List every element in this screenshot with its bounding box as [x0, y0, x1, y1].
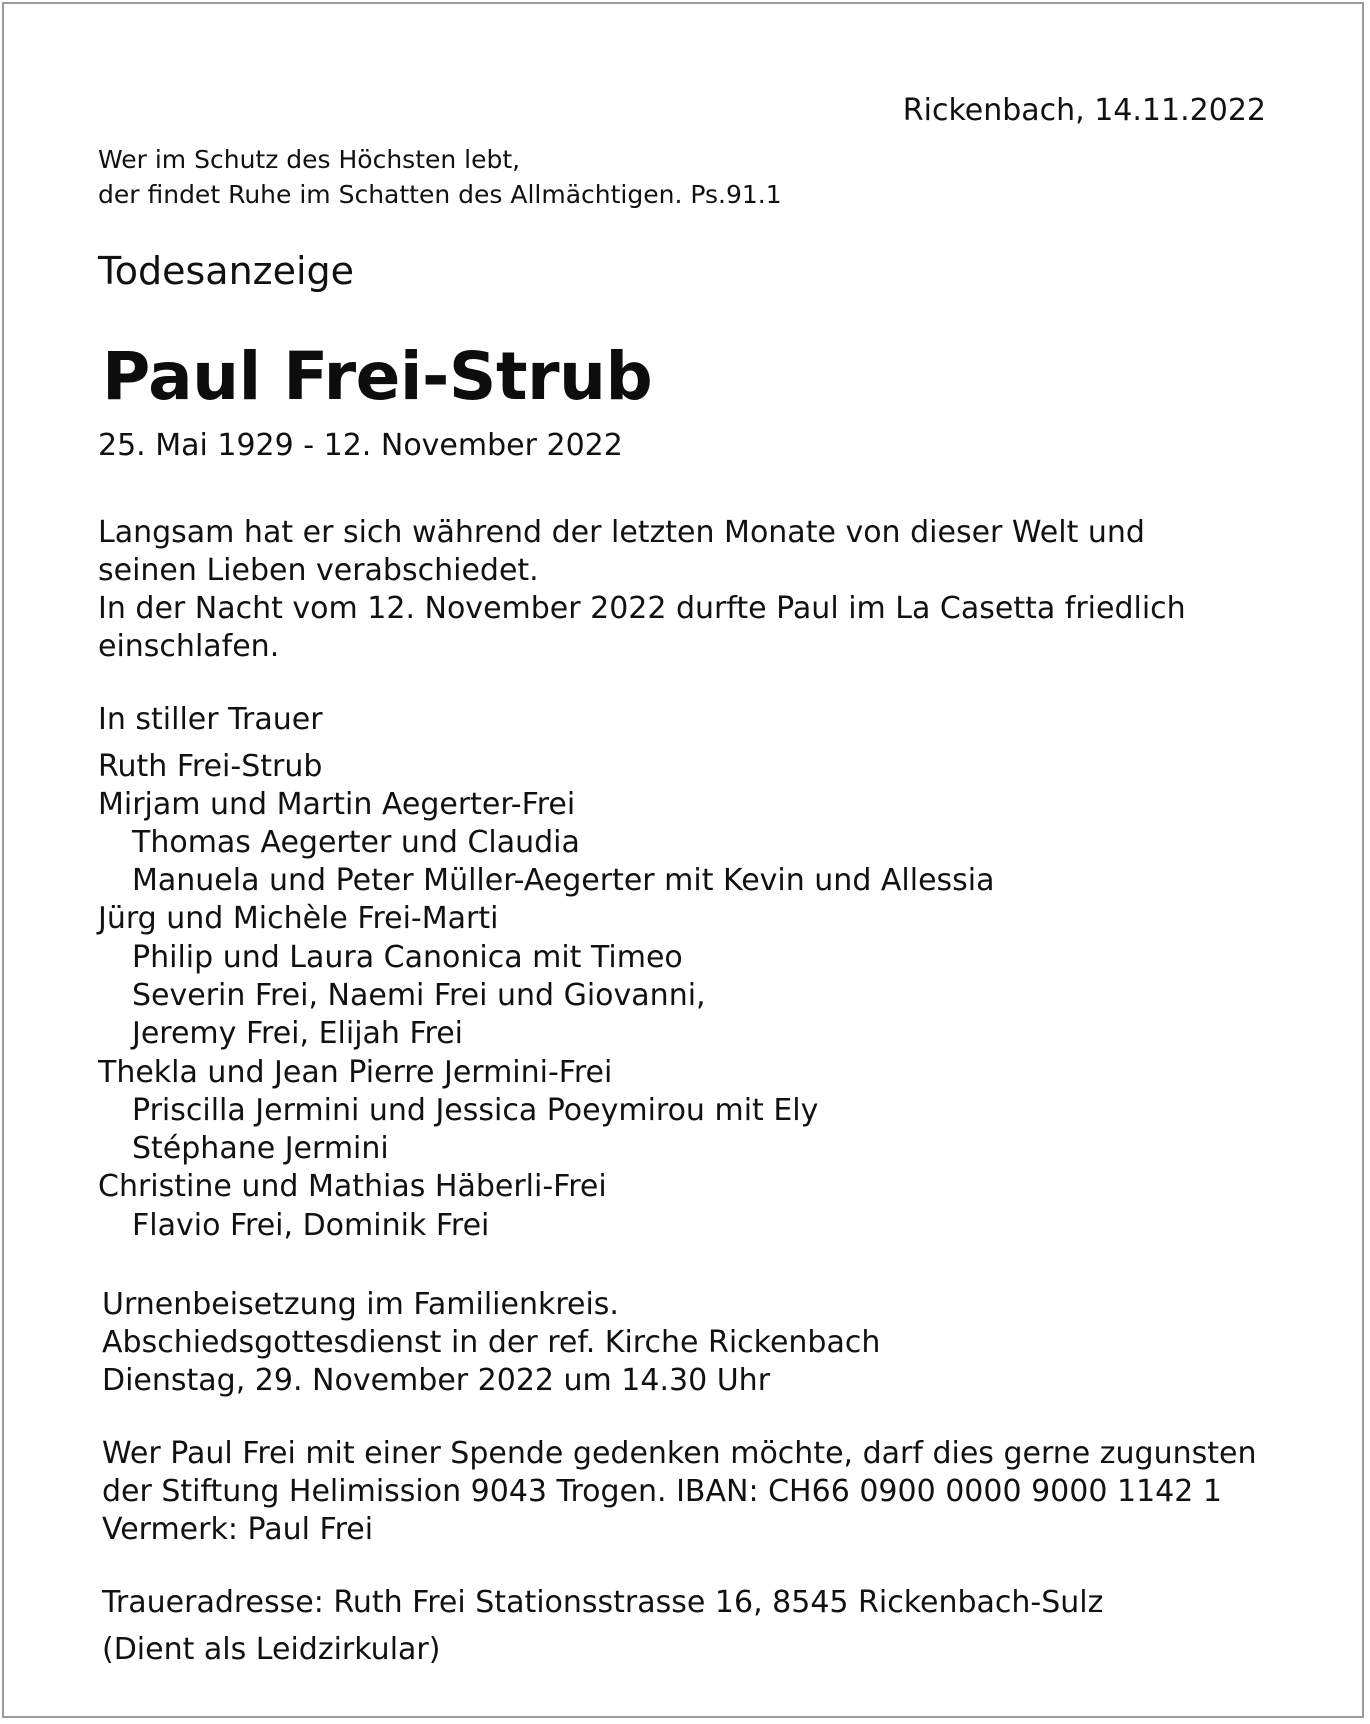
bible-verse-line-2: der findet Ruhe im Schatten des Allmächtigen. Ps.91.1 [98, 180, 782, 209]
mourner-line: Jürg und Michèle Frei-Marti [98, 901, 499, 936]
notice-label: Todesanzeige [98, 249, 355, 293]
mourner-line: Mirjam und Martin Aegerter-Frei [98, 787, 576, 822]
mourner-line: Severin Frei, Naemi Frei und Giovanni, [132, 978, 706, 1013]
message-line: In der Nacht vom 12. November 2022 durfte Paul im La Casetta friedlich [98, 591, 1186, 626]
donation-line: der Stiftung Helimission 9043 Trogen. IBAN: CH66 0900 0000 9000 1142 1 [102, 1474, 1222, 1509]
mourner-line: Thekla und Jean Pierre Jermini-Frei [98, 1055, 613, 1090]
mourning-address: Traueradresse: Ruth Frei Stationsstrasse 16, 8545 Rickenbach-Sulz [102, 1585, 1104, 1620]
place-date: Rickenbach, 14.11.2022 [902, 93, 1266, 128]
donation-line: Vermerk: Paul Frei [102, 1512, 374, 1547]
mourner-line: Philip und Laura Canonica mit Timeo [132, 940, 683, 975]
mourner-line: Priscilla Jermini und Jessica Poeymirou mit Ely [132, 1093, 819, 1128]
mourner-line: Manuela und Peter Müller-Aegerter mit Kevin und Allessia [132, 863, 995, 898]
message-line: einschlafen. [98, 629, 280, 664]
mourners-heading: In stiller Trauer [98, 702, 323, 737]
donation-line: Wer Paul Frei mit einer Spende gedenken möchte, darf dies gerne zugunsten [102, 1436, 1257, 1471]
mourner-line: Stéphane Jermini [132, 1131, 389, 1166]
life-dates: 25. Mai 1929 - 12. November 2022 [98, 428, 623, 463]
service-line: Urnenbeisetzung im Familienkreis. [102, 1287, 619, 1322]
mourner-line: Thomas Aegerter und Claudia [132, 825, 580, 860]
mourner-line: Jeremy Frei, Elijah Frei [132, 1016, 463, 1051]
message-line: seinen Lieben verabschiedet. [98, 553, 539, 588]
mourner-line: Christine und Mathias Häberli-Frei [98, 1169, 607, 1204]
message-line: Langsam hat er sich während der letzten Monate von dieser Welt und [98, 515, 1145, 550]
service-line: Abschiedsgottesdienst in der ref. Kirche Rickenbach [102, 1325, 881, 1360]
deceased-name: Paul Frei-Strub [102, 338, 653, 415]
mourner-line: Ruth Frei-Strub [98, 749, 323, 784]
circular-note: (Dient als Leidzirkular) [102, 1632, 441, 1667]
service-line: Dienstag, 29. November 2022 um 14.30 Uhr [102, 1363, 771, 1398]
obituary-notice [2, 2, 1364, 1718]
mourner-line: Flavio Frei, Dominik Frei [132, 1208, 490, 1243]
bible-verse-line-1: Wer im Schutz des Höchsten lebt, [98, 145, 521, 174]
